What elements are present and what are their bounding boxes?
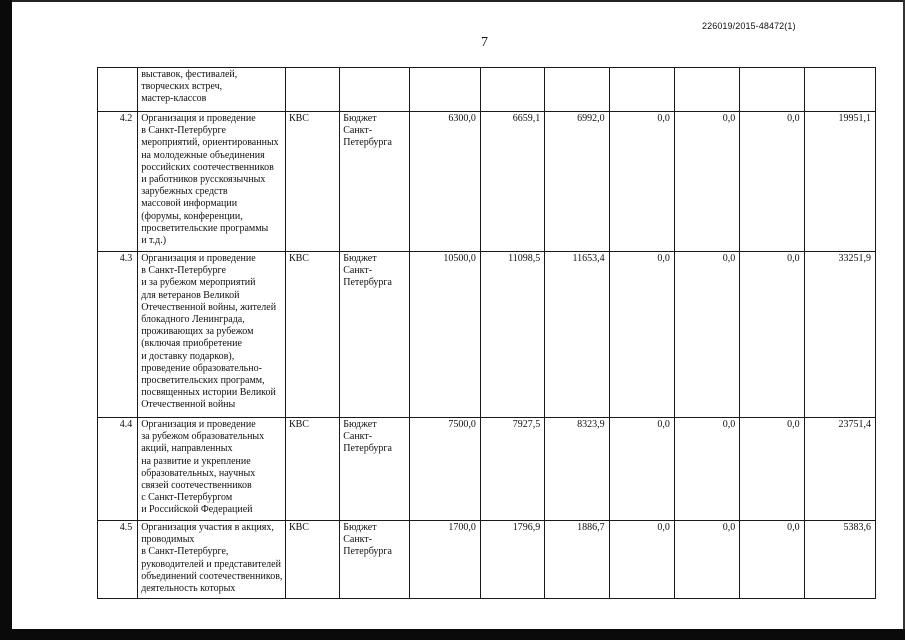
cell-value-3: 1886,7 — [545, 521, 609, 599]
activity-name-line: российских соотечественников — [141, 161, 274, 173]
activity-name-line: блокадного Ленинграда, — [141, 314, 245, 326]
cell-value-2: 11098,5 — [480, 252, 544, 418]
activity-name-line: массовой информации — [141, 198, 238, 210]
cell-value-4 — [609, 68, 674, 112]
cell-value-2 — [480, 68, 544, 112]
activity-name-line: (форумы, конференции, — [141, 210, 243, 222]
cell-value-3 — [545, 68, 609, 112]
activity-name-line: в Санкт-Петербурге — [141, 265, 226, 277]
table-body — [98, 68, 876, 599]
activity-name-line: и т.д.) — [141, 235, 167, 247]
cell-executor: КВС — [285, 418, 339, 521]
scan-left-border — [0, 0, 12, 640]
page-number: 7 — [481, 35, 488, 50]
activity-name-line: и Российской Федерацией — [141, 504, 253, 516]
cell-executor: КВС — [285, 521, 339, 599]
activity-name-line: зарубежных средств — [141, 186, 228, 198]
cell-value-6: 0,0 — [740, 112, 804, 252]
program-table — [97, 67, 876, 599]
activity-name-line: просветительских программ, — [141, 375, 265, 387]
activity-name-line: проживающих за рубежом — [141, 326, 254, 338]
table-row — [98, 418, 876, 521]
document-id: 226019/2015-48472(1) — [702, 21, 796, 31]
cell-value-5: 0,0 — [674, 252, 739, 418]
activity-name-line: Отечественной войны — [141, 399, 236, 411]
cell-value-5: 0,0 — [674, 418, 739, 521]
activity-name-line: Организация и проведение — [141, 113, 256, 124]
cell-value-3: 11653,4 — [545, 252, 609, 418]
activity-name-line: мастер-классов — [141, 93, 207, 105]
activity-name-line: с Санкт-Петербургом — [141, 492, 233, 504]
activity-name-line: проводимых — [141, 534, 195, 546]
cell-name — [138, 418, 286, 521]
cell-executor — [285, 68, 339, 112]
activity-name-line: и работников русскоязычных — [141, 174, 266, 186]
cell-value-4: 0,0 — [609, 252, 674, 418]
scan-top-border — [12, 0, 905, 2]
cell-executor: КВС — [285, 252, 339, 418]
activity-name-line: руководителей и представителей — [141, 558, 281, 570]
cell-value-6: 0,0 — [740, 252, 804, 418]
activity-name-line: мероприятий, ориентированных — [141, 137, 279, 149]
activity-name-line: в Санкт-Петербурге, — [141, 546, 229, 558]
activity-name-line: Организация и проведение — [141, 253, 256, 264]
cell-value-1: 7500,0 — [409, 418, 480, 521]
cell-value-6: 0,0 — [740, 521, 804, 599]
cell-total: 5383,6 — [804, 521, 875, 599]
table-row — [98, 252, 876, 418]
activity-name-line: в Санкт-Петербурге — [141, 125, 226, 137]
activity-name-line: и за рубежом мероприятий — [141, 277, 256, 289]
activity-name-line: (включая приобретение — [141, 338, 242, 350]
activity-name-line: деятельность которых — [141, 583, 236, 595]
table-row — [98, 112, 876, 252]
activity-name-line: Отечественной войны, жителей — [141, 301, 277, 313]
cell-source: Бюджет Санкт-Петербурга — [340, 521, 409, 599]
activity-name-line: объединений соотечественников, — [141, 570, 283, 582]
cell-value-5 — [674, 68, 739, 112]
activity-name-line: на развитие и укрепление — [141, 455, 251, 467]
cell-value-2: 1796,9 — [480, 521, 544, 599]
cell-value-1: 1700,0 — [409, 521, 480, 599]
cell-index — [98, 68, 138, 112]
cell-source: Бюджет Санкт-Петербурга — [340, 112, 409, 252]
activity-name-line: акций, направленных — [141, 443, 233, 455]
cell-source — [340, 68, 409, 112]
cell-name — [138, 521, 286, 599]
activity-name-line: связей соотечественников — [141, 480, 252, 492]
activity-name-line: для ветеранов Великой — [141, 289, 240, 301]
cell-index: 4.3 — [98, 252, 138, 418]
cell-value-4: 0,0 — [609, 112, 674, 252]
cell-index: 4.2 — [98, 112, 138, 252]
activity-name-line: на молодежные объединения — [141, 149, 265, 161]
cell-total — [804, 68, 875, 112]
cell-value-1: 10500,0 — [409, 252, 480, 418]
cell-value-3: 6992,0 — [545, 112, 609, 252]
activity-name-line: и доставку подарков), — [141, 350, 235, 362]
cell-value-5: 0,0 — [674, 521, 739, 599]
activity-name-line: просветительские программы — [141, 222, 269, 234]
cell-value-6: 0,0 — [740, 418, 804, 521]
cell-total: 19951,1 — [804, 112, 875, 252]
cell-index: 4.4 — [98, 418, 138, 521]
activity-name-line: посвященных истории Великой — [141, 387, 276, 399]
cell-name — [138, 112, 286, 252]
cell-total: 23751,4 — [804, 418, 875, 521]
activity-name-line: выставок, фестивалей, — [141, 69, 238, 80]
cell-name — [138, 252, 286, 418]
activity-name-line: Организация и проведение — [141, 419, 256, 430]
cell-source: Бюджет Санкт-Петербурга — [340, 252, 409, 418]
cell-value-2: 7927,5 — [480, 418, 544, 521]
cell-value-1: 6300,0 — [409, 112, 480, 252]
cell-value-3: 8323,9 — [545, 418, 609, 521]
cell-executor: КВС — [285, 112, 339, 252]
cell-name — [138, 68, 286, 112]
cell-value-4: 0,0 — [609, 418, 674, 521]
cell-value-1 — [409, 68, 480, 112]
cell-value-5: 0,0 — [674, 112, 739, 252]
cell-value-6 — [740, 68, 804, 112]
cell-index: 4.5 — [98, 521, 138, 599]
activity-name-line: проведение образовательно- — [141, 362, 262, 374]
scan-bottom-border — [0, 629, 905, 640]
cell-value-2: 6659,1 — [480, 112, 544, 252]
table-row — [98, 68, 876, 112]
table-row — [98, 521, 876, 599]
cell-source: Бюджет Санкт-Петербурга — [340, 418, 409, 521]
activity-name-line: Организация участия в акциях, — [141, 522, 274, 533]
activity-name-line: за рубежом образовательных — [141, 431, 265, 443]
cell-value-4: 0,0 — [609, 521, 674, 599]
cell-total: 33251,9 — [804, 252, 875, 418]
activity-name-line: образовательных, научных — [141, 467, 256, 479]
activity-name-line: творческих встреч, — [141, 81, 223, 93]
